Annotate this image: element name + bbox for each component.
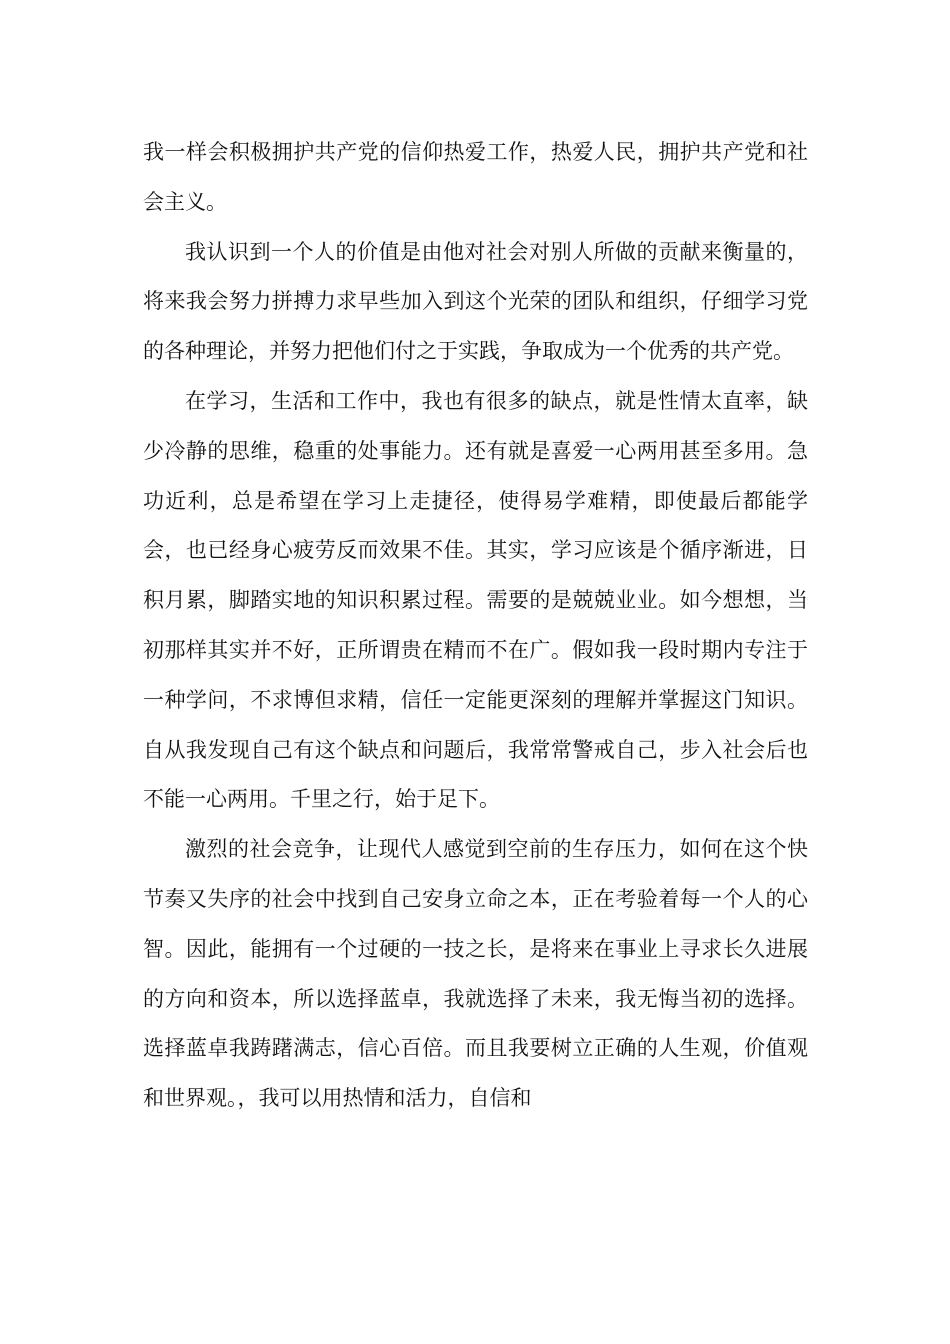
document-body — [143, 128, 808, 1124]
paragraph-value-of-person: 我认识到一个人的价值是由他对社会对别人所做的贡献来衡量的，将来我会努力拼搏力求早些加入到这个光荣的团队和组织，仔细学习党的各种理论，并努力把他们付之于实践，争取成为一个优秀的共产党。 — [143, 239, 808, 364]
paragraph-social-competition: 激烈的社会竞争，让现代人感觉到空前的生存压力，如何在这个快节奏又失序的社会中找到自己安身立命之本，正在考验着每一个人的心智。因此，能拥有一个过硬的一技之长，是将来在事业上寻求长久进展的方向和资本，所以选择蓝卓，我就选择了未来，我无悔当初的选择。选择蓝卓我踌躇满志，信心百倍。而且我要树立正确的人生观，价值观和世界观。，我可以用热情和活力，自信和 — [143, 837, 808, 1111]
paragraph-continuation: 我一样会积极拥护共产党的信仰热爱工作，热爱人民，拥护共产党和社会主义。 — [143, 140, 808, 214]
paragraph-shortcomings: 在学习，生活和工作中，我也有很多的缺点，就是性情太直率，缺少冷静的思维，稳重的处事能力。还有就是喜爱一心两用甚至多用。急功近利，总是希望在学习上走捷径，使得易学难精，即使最后都能学会，也已经身心疲劳反而效果不佳。其实，学习应该是个循序渐进，日积月累，脚踏实地的知识积累过程。需要的是兢兢业业。如今想想，当初那样其实并不好，正所谓贵在精而不在广。假如我一段时期内专注于一种学问，不求博但求精，信任一定能更深刻的理解并掌握这门知识。自从我发现自己有这个缺点和问题后，我常常警戒自己，步入社会后也不能一心两用。千里之行，始于足下。 — [143, 388, 808, 812]
